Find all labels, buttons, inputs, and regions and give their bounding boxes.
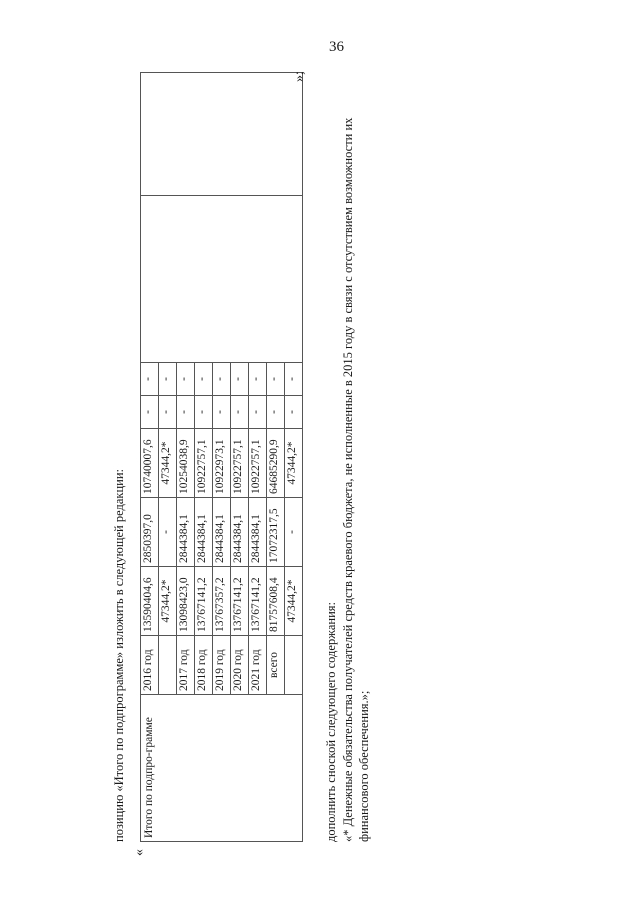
local-cell: -	[141, 396, 159, 429]
other-cell: -	[249, 363, 267, 396]
page-number: 36	[329, 39, 344, 55]
local-cell: -	[285, 396, 303, 429]
regional-cell: 10922973,1	[213, 429, 231, 498]
federal-cell: 17072317,5	[267, 498, 285, 567]
regional-cell: 47344,2*	[159, 429, 177, 498]
local-cell: -	[231, 396, 249, 429]
federal-cell: -	[159, 498, 177, 567]
total-cell: 81757608,4	[267, 567, 285, 636]
subprogram-total-table	[140, 72, 303, 842]
local-cell: -	[249, 396, 267, 429]
local-cell: -	[177, 396, 195, 429]
regional-cell: 10740007,6	[141, 429, 159, 498]
regional-cell: 64685290,9	[267, 429, 285, 498]
year-cell: 2017 год	[177, 636, 195, 695]
quote-close: »;	[292, 71, 307, 82]
total-cell: 13767357,2	[213, 567, 231, 636]
intro-text: позицию «Итого по подпрограмме» изложить в следующей редакции:	[112, 469, 126, 842]
other-cell: -	[159, 363, 177, 396]
year-cell	[159, 636, 177, 695]
row-label: Итого по подпро-грамме	[141, 695, 303, 842]
federal-cell: 2844384,1	[195, 498, 213, 567]
total-cell: 13098423,0	[177, 567, 195, 636]
year-cell: 2018 год	[195, 636, 213, 695]
local-cell: -	[159, 396, 177, 429]
table-row	[141, 73, 159, 842]
federal-cell: 2844384,1	[213, 498, 231, 567]
federal-cell: 2850397,0	[141, 498, 159, 567]
other-cell: -	[195, 363, 213, 396]
regional-cell: 10922757,1	[249, 429, 267, 498]
federal-cell: 2844384,1	[231, 498, 249, 567]
total-cell: 47344,2*	[159, 567, 177, 636]
other-cell: -	[267, 363, 285, 396]
other-cell: -	[177, 363, 195, 396]
quote-open: «	[132, 849, 147, 856]
local-cell: -	[213, 396, 231, 429]
regional-cell: 10254038,9	[177, 429, 195, 498]
rotated-content	[112, 62, 382, 856]
other-cell: -	[213, 363, 231, 396]
empty-cell-last	[141, 73, 303, 196]
total-cell: 13767141,2	[195, 567, 213, 636]
year-cell: 2021 год	[249, 636, 267, 695]
year-cell: 2020 год	[231, 636, 249, 695]
other-cell: -	[141, 363, 159, 396]
total-cell: 13767141,2	[249, 567, 267, 636]
total-cell: 47344,2*	[285, 567, 303, 636]
year-cell: всего	[267, 636, 285, 695]
federal-cell: 2844384,1	[177, 498, 195, 567]
local-cell: -	[195, 396, 213, 429]
regional-cell: 47344,2*	[285, 429, 303, 498]
total-cell: 13767141,2	[231, 567, 249, 636]
footnote-body: «* Денежные обязательства получателей средств краевого бюджета, не исполненные в 2015 году в связи с отсутствием возможности их финансового обеспечения.»;	[341, 117, 371, 842]
federal-cell: -	[285, 498, 303, 567]
year-cell	[285, 636, 303, 695]
other-cell: -	[285, 363, 303, 396]
federal-cell: 2844384,1	[249, 498, 267, 567]
year-cell: 2019 год	[213, 636, 231, 695]
empty-cell-result	[141, 196, 303, 363]
total-cell: 13590404,6	[141, 567, 159, 636]
footnote-lead: дополнить сноской следующего содержания:	[324, 601, 338, 842]
regional-cell: 10922757,1	[231, 429, 249, 498]
year-cell: 2016 год	[141, 636, 159, 695]
other-cell: -	[231, 363, 249, 396]
local-cell: -	[267, 396, 285, 429]
regional-cell: 10922757,1	[195, 429, 213, 498]
